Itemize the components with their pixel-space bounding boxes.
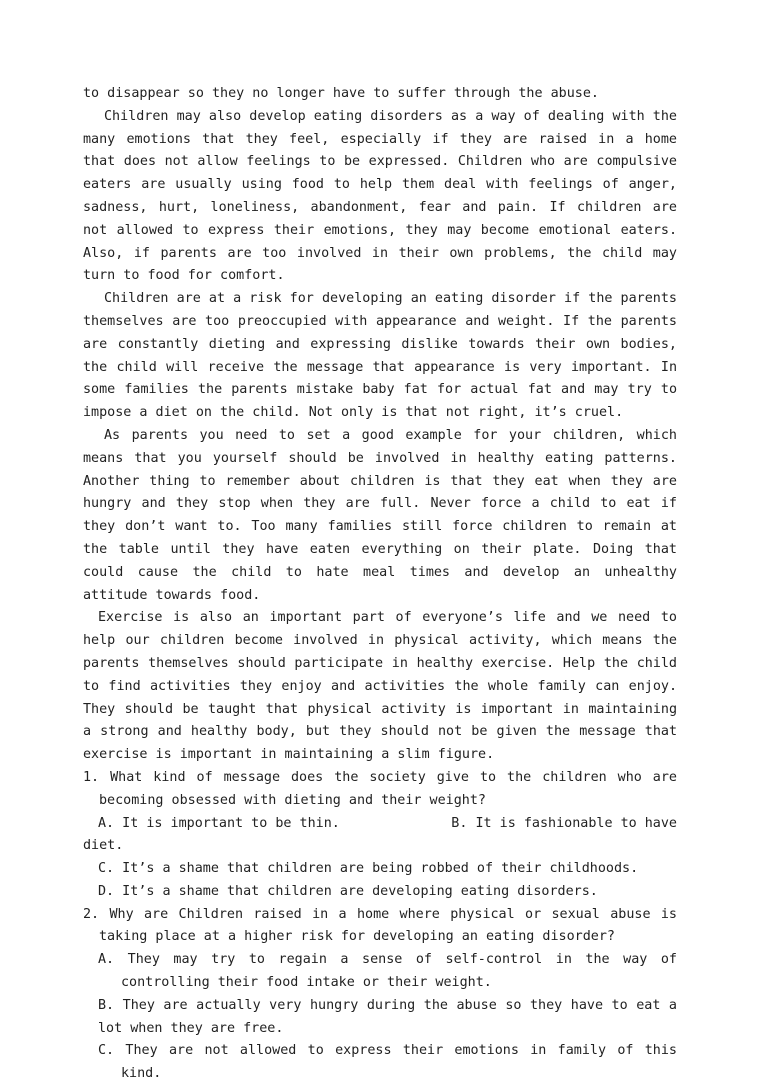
- question-1-stem: 1. What kind of message does the society give to the children who are becoming obsessed with dieting and their weight?: [83, 769, 677, 808]
- reading-passage: [83, 83, 677, 1086]
- question-1-option-d[interactable]: D. It’s a shame that children are developing eating disorders.: [98, 883, 598, 899]
- question-2-option-b[interactable]: B. They are actually very hungry during the abuse so they have to eat a lot when they are free.: [98, 997, 677, 1036]
- paragraph-continuation: to disappear so they no longer have to suffer through the abuse.: [83, 86, 599, 101]
- question-2-stem: 2. Why are Children raised in a home where physical or sexual abuse is taking place at a higher risk for developing an eating disorder?: [83, 906, 677, 945]
- question-1-option-b-continued: diet.: [83, 838, 124, 854]
- question-2: [83, 904, 677, 1086]
- paragraph-parents-appearance: Children are at a risk for developing an eating disorder if the parents themselves are too preoccupied with appearance and weight. If the parents are constantly dieting and expressing dislike towards their own bodies, the child will receive the message that appearance is very important. In some families the parents mistake baby fat for actual fat and may try to impose a diet on the child. Not only is that not right, it’s cruel.: [83, 291, 677, 421]
- question-1-options-ab: [83, 813, 677, 836]
- paragraph-emotions: Children may also develop eating disorders as a way of dealing with the many emotions that they feel, especially if they are raised in a home that does not allow feelings to be expressed. Children who are compulsive eaters are usually using food to help them deal with feelings of anger, sadness, hurt, loneliness, abandonment, fear and pain. If children are not allowed to express their emotions, they may become emotional eaters. Also, if parents are too involved in their own problems, the child may turn to food for comfort.: [83, 108, 677, 284]
- paragraph-good-example: As parents you need to set a good example for your children, which means that you yourself should be involved in healthy eating patterns. Another thing to remember about children is that they eat when they are hungry and they stop when they are full. Never force a child to eat if they don’t want to. Too many families still force children to remain at the table until they have eaten everything on their plate. Doing that could cause the child to hate meal times and develop an unhealthy attitude towards food.: [83, 427, 677, 603]
- question-2-option-a[interactable]: A. They may try to regain a sense of self-control in the way of controlling their food intake or their weight.: [98, 952, 677, 991]
- paragraph-exercise: Exercise is also an important part of everyone’s life and we need to help our children become involved in physical activity, which means the parents themselves should participate in healthy exercise. Help the child to find activities they enjoy and activities the whole family can enjoy. They should be taught that physical activity is important in maintaining a strong and healthy body, but they should not be given the message that exercise is important in maintaining a slim figure.: [83, 610, 677, 763]
- question-1-option-c[interactable]: C. It’s a shame that children are being robbed of their childhoods.: [98, 861, 639, 877]
- question-1-option-a[interactable]: A. It is important to be thin.: [98, 815, 340, 831]
- question-2-option-c[interactable]: C. They are not allowed to express their emotions in family of this kind.: [98, 1043, 677, 1082]
- question-1-option-b[interactable]: B. It is fashionable to have: [451, 815, 677, 831]
- question-1: [83, 767, 677, 904]
